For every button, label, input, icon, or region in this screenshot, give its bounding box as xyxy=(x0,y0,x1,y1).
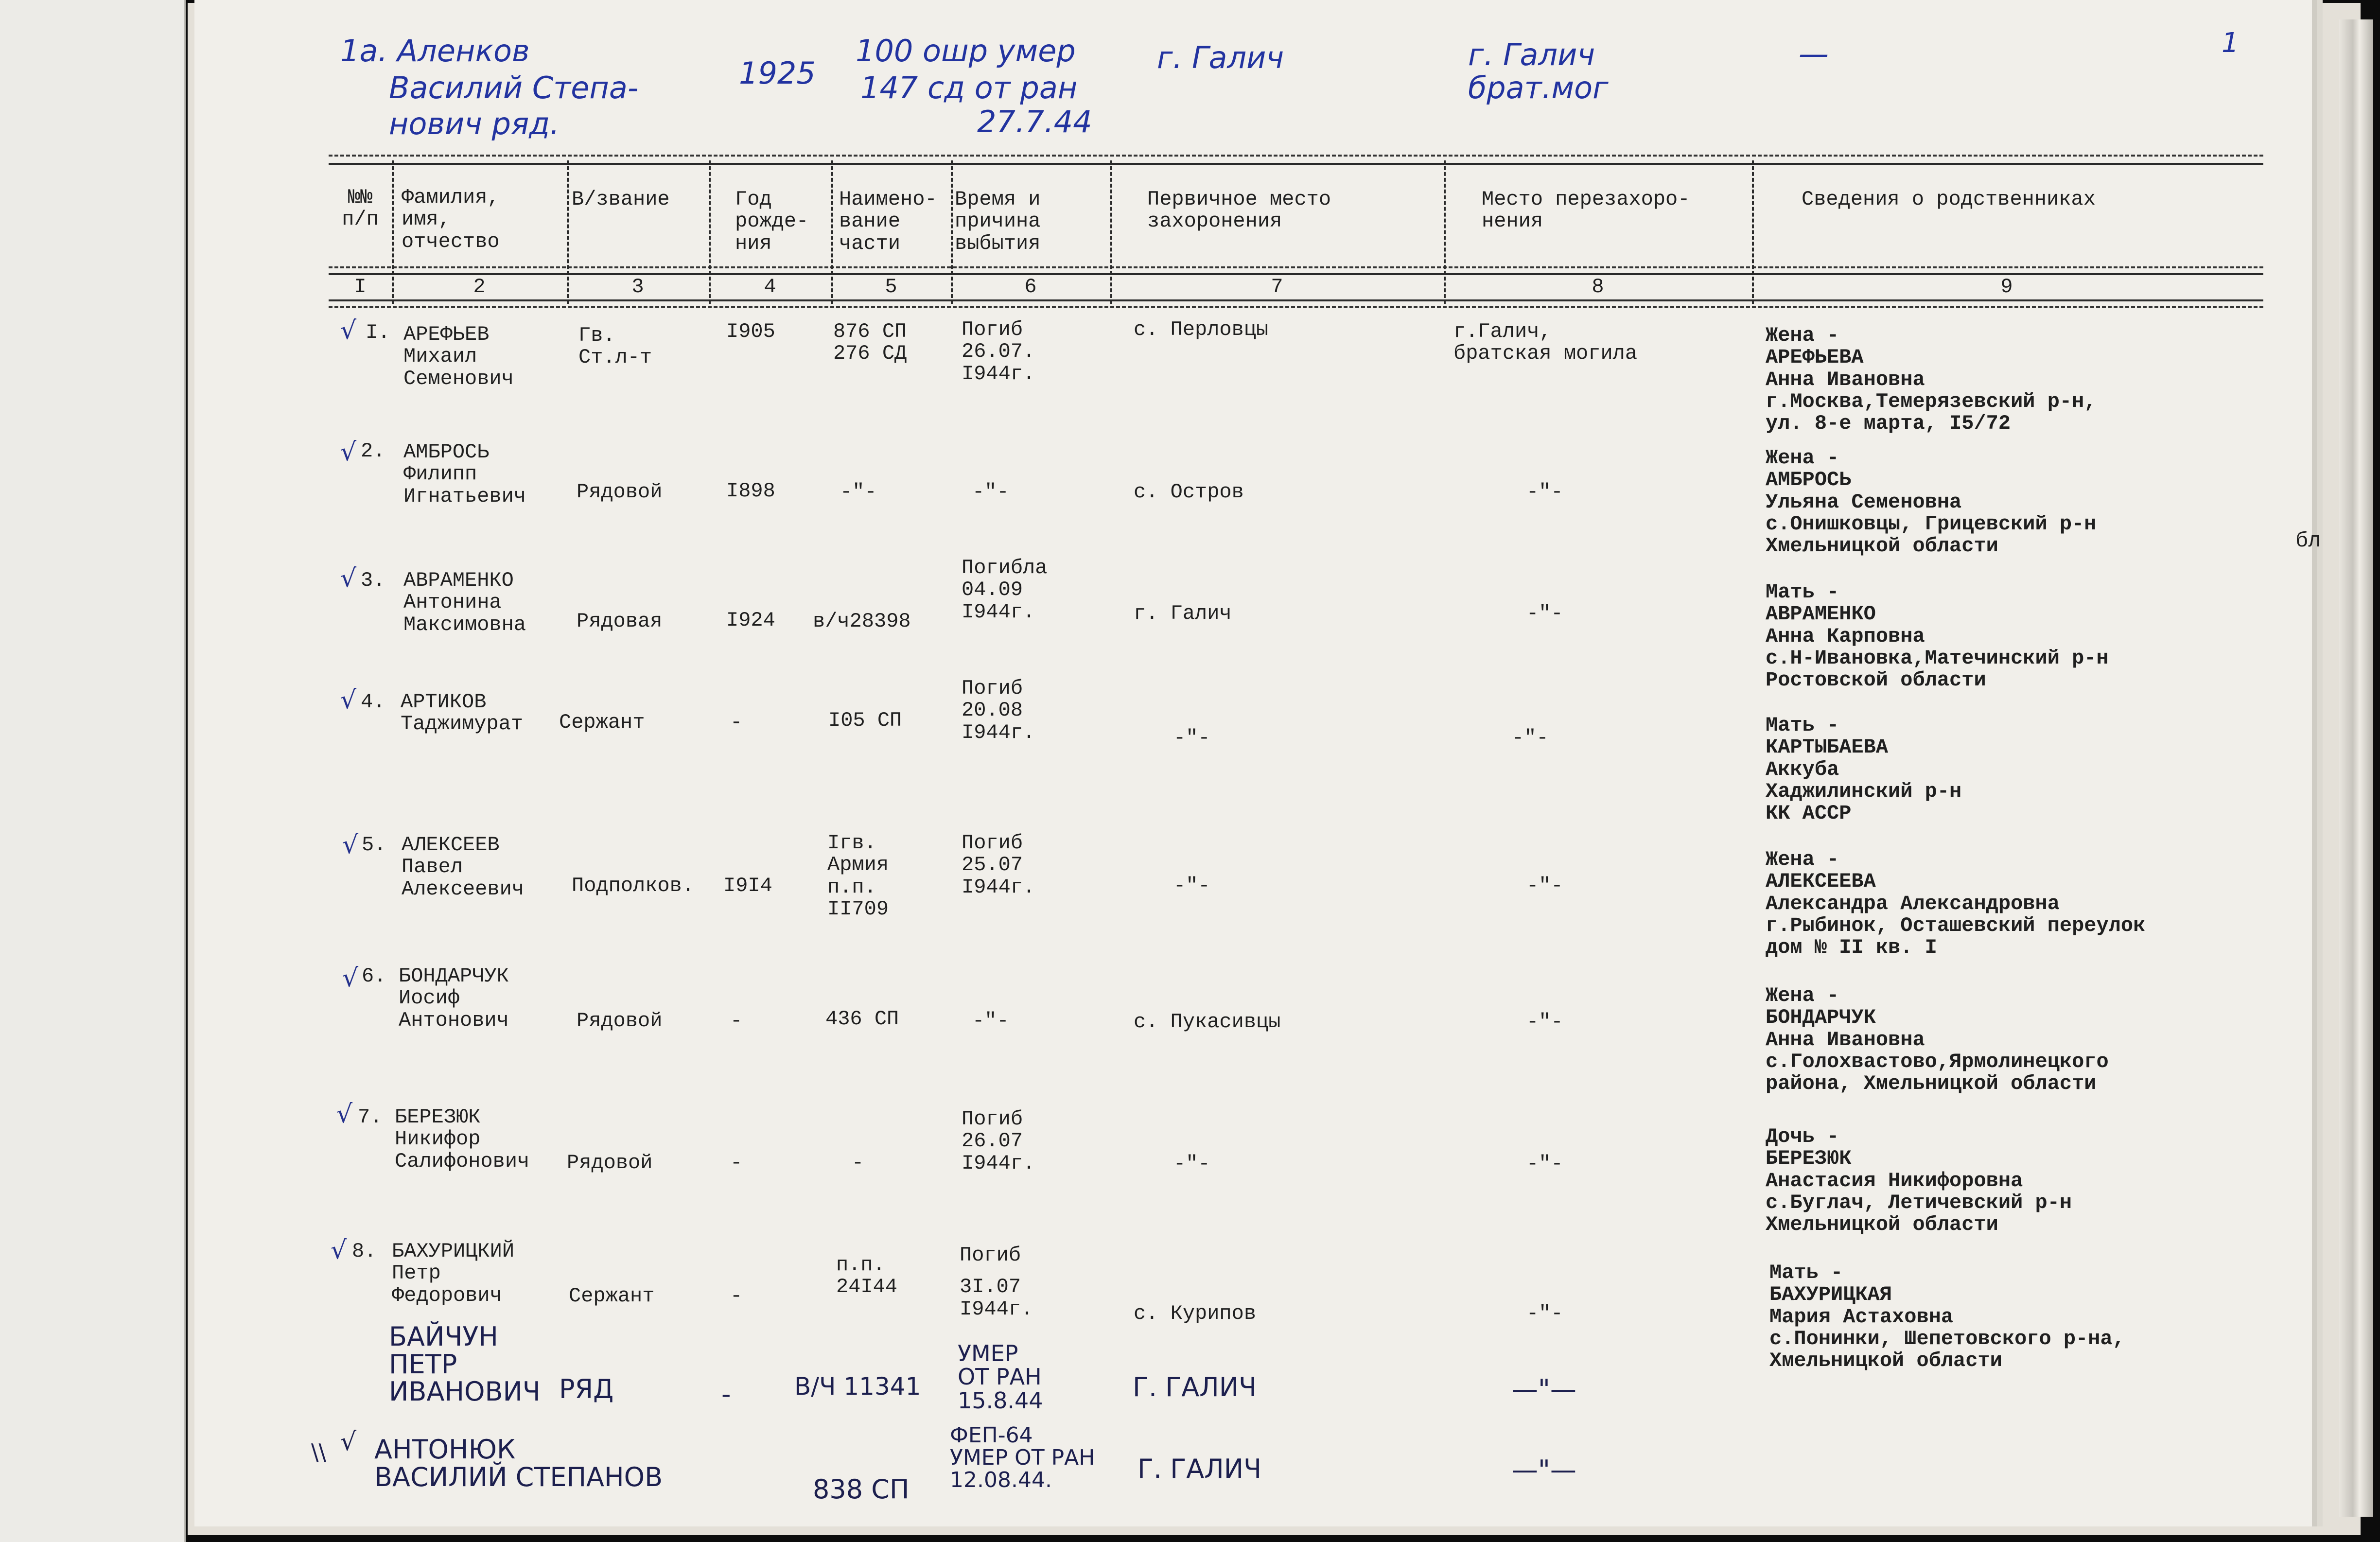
header-bottom-rule xyxy=(329,266,2263,268)
top-entry-line-3: нович ряд. xyxy=(389,106,560,141)
row-unit: Iгв. Армия п.п. II709 xyxy=(827,831,889,921)
mark-icon: \\ xyxy=(311,1439,326,1465)
row-unit: - xyxy=(852,1151,864,1174)
check-mark-icon: √ xyxy=(331,1236,347,1265)
column-number: 6 xyxy=(1024,275,1037,298)
column-number: I xyxy=(354,275,367,298)
row-unit: 436 СП xyxy=(825,1007,899,1031)
top-entry-reburial-1: г. Галич xyxy=(1468,37,1595,72)
row-when: Погиб 26.07. I944г. xyxy=(962,318,1035,386)
top-entry-relatives: — xyxy=(1799,36,1829,71)
row-number: 3. xyxy=(361,569,385,592)
row-relatives: Жена - АРЕФЬЕВА Анна Ивановна г.Москва,Темерязевский р-н, ул. 8-е марта, I5/72 xyxy=(1766,324,2097,436)
row-name: АРЕФЬЕВ Михаил Семенович xyxy=(403,323,514,390)
row-relatives: Дочь - БЕРЕЗЮК Анастасия Никифоровна с.Буглач, Летичевский р-н Хмельницкой области xyxy=(1766,1125,2072,1237)
column-number-rule-2 xyxy=(329,306,2263,308)
top-entry-unit-1: 100 ошр умер xyxy=(856,33,1076,69)
check-mark-icon: √ xyxy=(340,685,357,715)
row-when: Погиб 25.07 I944г. xyxy=(962,831,1035,899)
row-relatives: Жена - БОНДАРЧУК Анна Ивановна с.Голохвастово,Ярмолинецкого района, Хмельницкой области xyxy=(1766,984,2109,1096)
row-number: 8. xyxy=(352,1240,377,1263)
page-edge xyxy=(2339,19,2373,1517)
margin-note: бл xyxy=(2295,529,2321,553)
header-when: Время и причина выбытия xyxy=(955,188,1041,255)
top-entry-line-2: Василий Степа- xyxy=(389,70,639,105)
hw-burial: Г. ГАЛИЧ xyxy=(1133,1372,1257,1402)
row-year: I924 xyxy=(726,609,775,632)
row-name: БОНДАРЧУК Иосиф Антонович xyxy=(399,964,509,1032)
row-year: I898 xyxy=(726,479,775,503)
row-rank: Рядовой xyxy=(577,480,663,504)
table-top-rule xyxy=(329,155,2263,157)
hw-year: - xyxy=(721,1379,731,1409)
left-page xyxy=(0,0,186,1542)
row-when: Погиб 20.08 I944г. xyxy=(962,677,1035,744)
row-rank: Рядовой xyxy=(577,1009,663,1033)
hw-burial: Г. ГАЛИЧ xyxy=(1138,1454,1262,1484)
row-burial: -"- xyxy=(1173,874,1210,897)
header-unit: Наимено- вание части xyxy=(839,188,937,255)
hw-reburial: —"— xyxy=(1512,1374,1576,1404)
check-mark-icon: √ xyxy=(342,830,359,859)
row-number: 2. xyxy=(361,439,385,463)
row-number: I. xyxy=(366,321,390,344)
row-unit: в/ч28398 xyxy=(813,610,911,633)
column-number: 3 xyxy=(631,275,644,298)
row-rank: Подполков. xyxy=(572,874,695,897)
column-number: 2 xyxy=(473,275,486,298)
check-mark-icon: √ xyxy=(336,1100,353,1129)
row-relatives: Мать - КАРТЫБАЕВА Аккуба Хаджилинский р-н КК АССР xyxy=(1766,714,1962,825)
hw-rank: РЯД xyxy=(559,1374,614,1404)
hw-when: ФЕП-64 УМЕР ОТ РАН 12.08.44. xyxy=(950,1423,1095,1493)
row-year: - xyxy=(730,711,743,734)
row-when: Погиб 26.07 I944г. xyxy=(962,1107,1035,1175)
row-reburial: -"- xyxy=(1526,480,1563,504)
row-year: I905 xyxy=(726,320,775,343)
header-relatives: Сведения о родственниках xyxy=(1802,188,2096,211)
header-rank: В/звание xyxy=(572,188,670,211)
row-rank: Сержант xyxy=(559,711,645,734)
row-unit: I05 СП xyxy=(828,709,902,732)
row-name: АВРАМЕНКО Антонина Максимовна xyxy=(403,569,526,636)
row-rank: Рядовой xyxy=(567,1151,653,1174)
row-reburial: -"- xyxy=(1526,1302,1563,1325)
check-mark-icon: √ xyxy=(340,316,357,345)
row-burial: -"- xyxy=(1173,726,1210,750)
column-number: 4 xyxy=(764,275,776,298)
row-reburial: -"- xyxy=(1526,1152,1563,1175)
top-entry-year: 1925 xyxy=(739,55,816,91)
hw-unit: В/Ч 11341 xyxy=(794,1372,921,1401)
table-top-rule-2 xyxy=(329,163,2263,165)
row-name: БАХУРИЦКИЙ Петр Федорович xyxy=(392,1240,515,1307)
row-unit: 876 СП 276 СД xyxy=(833,320,907,366)
column-number: 7 xyxy=(1271,275,1283,298)
check-mark-icon: √ xyxy=(340,564,357,593)
hw-name: АНТОНЮК ВАСИЛИЙ СТЕПАНОВ xyxy=(374,1434,663,1492)
row-rank: Гв. Ст.л-т xyxy=(578,324,652,369)
row-name: АРТИКОВ Таджимурат xyxy=(401,690,524,736)
hw-unit: 838 СП xyxy=(813,1474,910,1505)
row-burial: с. Перловцы xyxy=(1134,318,1269,341)
row-number: 7. xyxy=(358,1105,383,1129)
row-relatives: Жена - АЛЕКСЕЕВА Александра Александровна г.Рыбинок, Осташевский переулок дом № II кв. I xyxy=(1766,848,2146,960)
top-entry-unit-2: 147 сд от ран xyxy=(860,70,1078,105)
row-unit: п.п. 24I44 xyxy=(836,1253,898,1299)
row-year: - xyxy=(730,1284,743,1308)
header-num: №№ п/п xyxy=(342,186,379,231)
row-reburial: -"- xyxy=(1526,602,1563,625)
row-burial: -"- xyxy=(1173,1152,1210,1175)
page-number: 1 xyxy=(2222,27,2239,59)
row-rank: Рядовая xyxy=(577,610,663,633)
row-burial: с. Остров xyxy=(1134,480,1244,504)
top-entry-unit-3: 27.7.44 xyxy=(977,104,1092,140)
row-name: АЛЕКСЕЕВ Павел Алексеевич xyxy=(402,833,525,901)
top-entry-line-1: 1а. Аленков xyxy=(340,33,530,69)
row-name: БЕРЕЗЮК Никифор Салифонович xyxy=(395,1105,530,1173)
row-burial: с. Курипов xyxy=(1134,1302,1257,1325)
row-burial: г. Галич xyxy=(1134,602,1232,625)
header-bottom-rule-2 xyxy=(329,273,2263,275)
row-reburial: г.Галич, братская могила xyxy=(1453,320,1638,366)
row-relatives: Жена - АМБРОСЬ Ульяна Семеновна с.Онишковцы, Грицевский р-н Хмельницкой области xyxy=(1766,446,2097,558)
header-year: Год рожде- ния xyxy=(735,188,809,255)
row-year: I9I4 xyxy=(723,874,772,897)
row-number: 4. xyxy=(361,690,385,714)
row-year: - xyxy=(730,1009,743,1033)
column-number: 5 xyxy=(885,275,897,298)
row-relatives: Мать - АВРАМЕНКО Анна Карповна с.Н-Ивановка,Матечинский р-н Ростовской области xyxy=(1766,580,2109,692)
row-year: - xyxy=(730,1151,743,1174)
row-rank: Сержант xyxy=(569,1284,655,1308)
header-name: Фамилия, имя, отчество xyxy=(402,186,500,253)
row-name: АМБРОСЬ Филипп Игнатьевич xyxy=(403,440,526,508)
row-number: 5. xyxy=(362,833,386,857)
row-when: Погибла 04.09 I944г. xyxy=(962,556,1048,624)
row-reburial: -"- xyxy=(1512,726,1549,750)
header-reburial: Место перезахоро- нения xyxy=(1482,188,1690,233)
row-unit: -"- xyxy=(840,480,877,504)
column-number: 9 xyxy=(2000,275,2013,298)
column-number: 8 xyxy=(1592,275,1604,298)
check-mark-icon: √ xyxy=(342,964,359,993)
row-reburial: -"- xyxy=(1526,874,1563,897)
column-number-rule xyxy=(329,299,2263,301)
check-mark-icon: √ xyxy=(340,1427,357,1456)
header-burial: Первичное место захоронения xyxy=(1147,188,1331,233)
hw-reburial: —"— xyxy=(1512,1454,1576,1485)
check-mark-icon: √ xyxy=(340,438,357,467)
row-relatives: Мать - БАХУРИЦКАЯ Мария Астаховна с.Понинки, Шепетовского р-на, Хмельницкой области xyxy=(1769,1261,2125,1373)
row-burial: с. Пукасивцы xyxy=(1134,1010,1281,1034)
row-when: Погиб 3I.07 I944г. xyxy=(960,1244,1033,1321)
top-entry-reburial-2: брат.мог xyxy=(1468,70,1609,105)
row-when: -"- xyxy=(972,1009,1009,1033)
hw-when: УМЕР ОТ РАН 15.8.44 xyxy=(958,1340,1043,1414)
top-entry-place: г. Галич xyxy=(1157,40,1284,75)
row-when: -"- xyxy=(972,480,1009,504)
row-number: 6. xyxy=(362,964,386,988)
row-reburial: -"- xyxy=(1526,1010,1563,1034)
hw-name: БАЙЧУН ПЕТР ИВАНОВИЧ xyxy=(389,1321,541,1407)
